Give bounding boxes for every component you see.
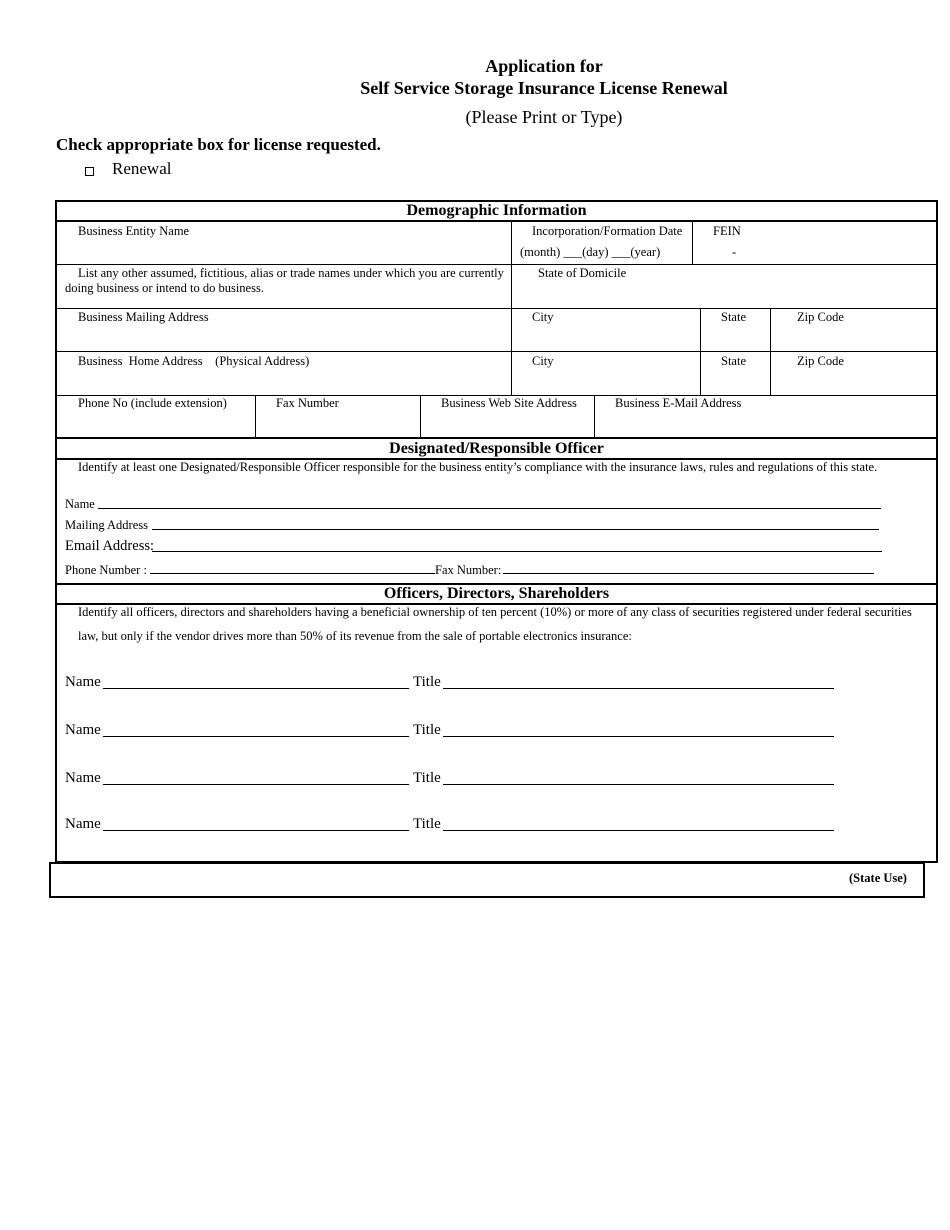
website-label: Business Web Site Address — [441, 396, 577, 410]
shareholder-name-field[interactable] — [103, 817, 409, 831]
shareholder-name-label: Name — [65, 770, 101, 786]
divider — [57, 308, 937, 309]
form-title-line1: Application for — [485, 56, 603, 76]
business-entity-name-field[interactable] — [58, 238, 510, 262]
mailing-city-label: City — [532, 310, 554, 324]
license-instruction: Check appropriate box for license requested. — [56, 135, 381, 154]
officer-email-label: Email Address: — [65, 538, 155, 554]
officer-fax-field[interactable] — [503, 563, 874, 574]
email-label: Business E-Mail Address — [615, 396, 742, 410]
shareholder-title-label: Title — [413, 770, 441, 786]
officer-name-label: Name — [65, 497, 95, 511]
shareholder-title-label: Title — [413, 722, 441, 738]
shareholder-title-field[interactable] — [443, 771, 834, 785]
shareholder-name-field[interactable] — [103, 771, 409, 785]
incorporation-date-field[interactable]: (month) ___(day) ___(year) — [520, 245, 661, 259]
form-main-box — [55, 200, 938, 863]
home-address-label: Business Home Address (Physical Address) — [78, 354, 310, 368]
renewal-checkbox[interactable] — [85, 167, 94, 176]
officer-heading: Designated/Responsible Officer — [389, 440, 604, 457]
divider — [420, 395, 421, 437]
shareholder-title-field[interactable] — [443, 675, 834, 689]
shareholder-title-field[interactable] — [443, 817, 834, 831]
officer-phone-label: Phone Number : — [65, 563, 147, 577]
mailing-zip-label: Zip Code — [797, 310, 844, 324]
home-state-label: State — [721, 354, 746, 368]
renewal-label: Renewal — [112, 159, 172, 178]
officer-email-field[interactable] — [152, 539, 882, 552]
officer-name-field[interactable] — [98, 496, 881, 509]
officer-fax-label: Fax Number: — [435, 563, 502, 577]
other-names-label: List any other assumed, fictitious, alias or trade names under which you are currently doing business or intend to do business. — [65, 266, 504, 295]
form-subtitle: (Please Print or Type) — [465, 107, 623, 127]
shareholder-name-field[interactable] — [103, 675, 409, 689]
home-zip-label: Zip Code — [797, 354, 844, 368]
incorporation-date-label: Incorporation/Formation Date — [532, 224, 683, 238]
officers-instruction-line1: Identify all officers, directors and shareholders having a beneficial ownership of ten percent (10%) or more of any class of securities registered under federal securities — [78, 605, 912, 619]
state-of-domicile-label: State of Domicile — [538, 266, 627, 280]
officers-instruction-line2: law, but only if the vendor drives more than 50% of its revenue from the sale of portable electronics insurance: — [78, 629, 632, 643]
shareholder-name-field[interactable] — [103, 723, 409, 737]
shareholder-name-label: Name — [65, 816, 101, 832]
state-use-box — [49, 862, 925, 898]
divider — [692, 221, 693, 264]
divider — [55, 437, 938, 439]
shareholder-title-field[interactable] — [443, 723, 834, 737]
shareholder-title-label: Title — [413, 816, 441, 832]
fax-label: Fax Number — [276, 396, 339, 410]
shareholder-title-label: Title — [413, 674, 441, 690]
officer-mailing-label: Mailing Address — [65, 518, 148, 532]
divider — [57, 264, 937, 265]
mailing-address-label: Business Mailing Address — [78, 310, 209, 324]
home-city-label: City — [532, 354, 554, 368]
fein-field[interactable]: - — [732, 245, 737, 259]
shareholder-name-label: Name — [65, 674, 101, 690]
officer-mailing-field[interactable] — [152, 517, 879, 530]
officers-heading: Officers, Directors, Shareholders — [383, 585, 610, 602]
state-use-label: (State Use) — [849, 871, 907, 885]
fein-label: FEIN — [713, 224, 741, 238]
officer-instruction: Identify at least one Designated/Responsible Officer responsible for the business entity’s compliance with the insurance laws, rules and regulations of this state. — [78, 460, 878, 474]
business-entity-name-label: Business Entity Name — [78, 224, 190, 238]
divider — [55, 220, 938, 222]
phone-label: Phone No (include extension) — [78, 396, 227, 410]
form-title-line2: Self Service Storage Insurance License Renewal — [360, 78, 728, 98]
shareholder-name-label: Name — [65, 722, 101, 738]
divider — [255, 395, 256, 437]
demographic-heading: Demographic Information — [406, 202, 587, 219]
divider — [57, 351, 937, 352]
officer-phone-field[interactable] — [150, 563, 435, 574]
divider — [594, 395, 595, 437]
mailing-state-label: State — [721, 310, 746, 324]
